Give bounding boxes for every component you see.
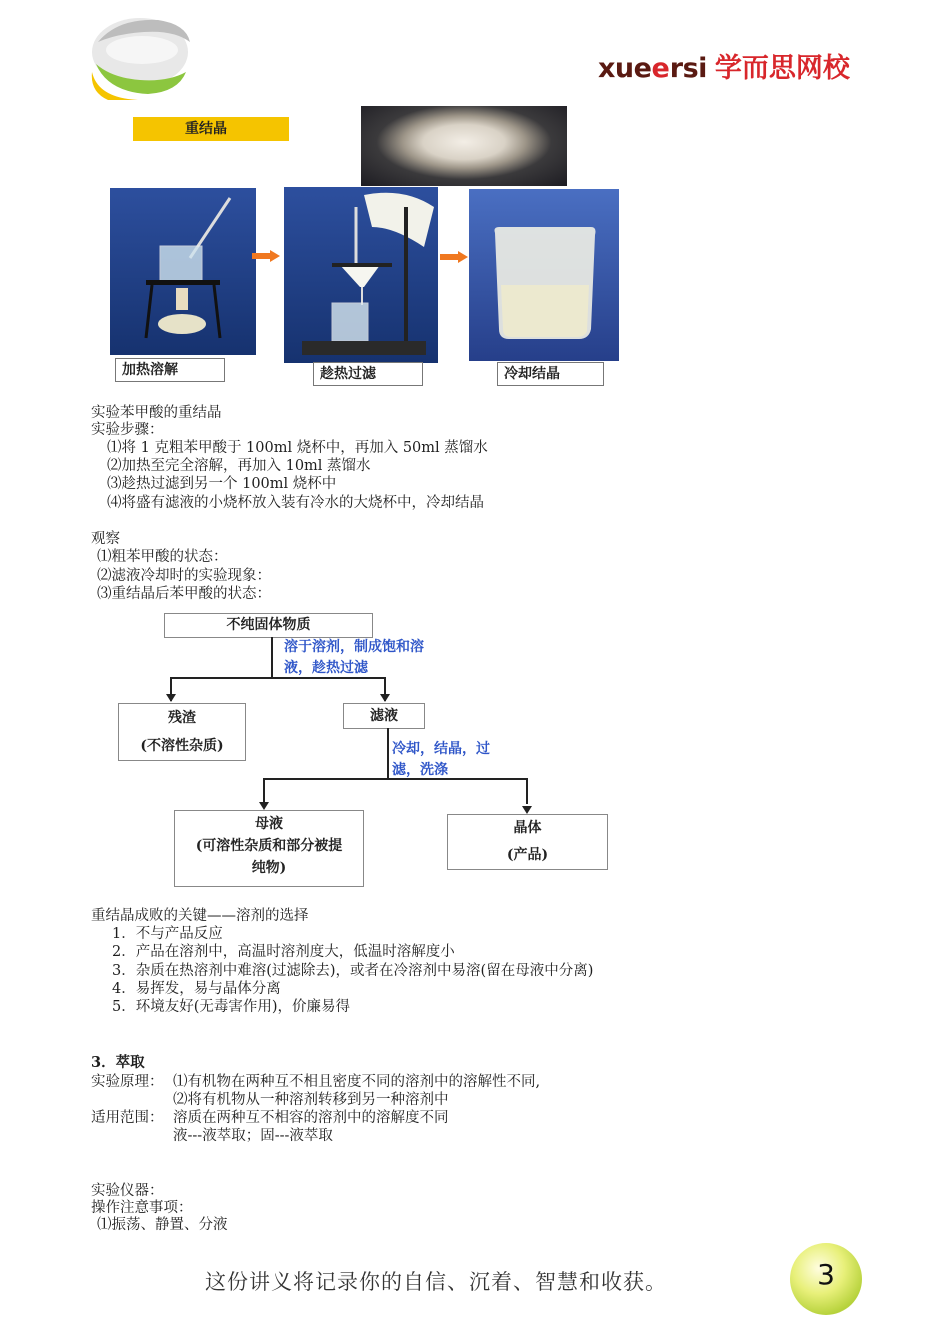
photo-caption-filtering: 趁热过滤 [313,362,423,386]
filtering-photo [284,187,438,363]
flow-connector [263,778,265,804]
flow-crystal-title: 晶体 [513,820,542,836]
key-item: 5．环境友好(无毒害作用)，价廉易得 [112,999,351,1015]
flow-residue-note: (不溶性杂质) [140,738,224,754]
filter-apparatus-icon [284,187,438,363]
flow-step-dissolve [284,637,424,679]
arrow-right-icon [440,251,468,263]
cooling-photo [469,189,619,361]
step-item: ⑷将盛有滤液的小烧杯放入装有冷水的大烧杯中，冷却结晶 [107,495,484,511]
apparatus-label: 实验仪器： [91,1183,164,1199]
observe-item: ⑶重结晶后苯甲酸的状态： [97,586,271,602]
brand-logo [598,46,850,85]
observe-label: 观察 [91,531,120,547]
key-item: 1．不与产品反应 [112,926,223,942]
flow-box-impure-solid: 不纯固体物质 [164,613,373,638]
flow-residue-title: 残渣 [168,710,196,726]
key-item: 3．杂质在热溶剂中难溶(过滤除去)，或者在冷溶剂中易溶(留在母液中分离) [112,963,594,979]
observe-item: ⑵滤液冷却时的实验现象： [97,568,271,584]
step-item: ⑴将 1 克粗苯甲酸于 100ml 烧杯中，再加入 50ml 蒸馏水 [107,440,488,456]
flow-step-cool-line1: 冷却，结晶，过 [392,741,490,757]
arrow-down-icon [166,694,176,702]
photo-caption-cooling: 冷却结晶 [497,362,604,386]
flow-mother-note: (可溶性杂质和部分被提 [195,838,343,854]
flow-step-dissolve-line1: 溶于溶剂，制成饱和溶 [284,639,424,655]
brand-latin-c: rsi [669,53,707,84]
logo-icon [78,12,198,100]
arrow-down-icon [380,694,390,702]
brand-chinese: 学而思网校 [714,53,850,84]
flow-step-cool [392,739,490,781]
notes-item: ⑴振荡、静置、分液 [97,1217,228,1233]
notes-label: 操作注意事项： [91,1200,193,1216]
arrow-right-icon [252,250,280,262]
flow-box-filtrate: 滤液 [343,703,425,729]
principle-label: 实验原理： [91,1074,164,1090]
flow-connector [170,677,386,679]
steps-label: 实验步骤： [91,422,164,438]
flow-connector [526,778,528,804]
flow-box-crystal [447,814,608,870]
arrow-down-icon [522,806,532,814]
flow-step-cool-line2: 滤，洗涤 [392,762,448,778]
arrow-down-icon [259,802,269,810]
flow-box-mother-liquor [174,810,364,887]
flow-box-residue [118,703,246,761]
page-number: 3 [817,1258,835,1291]
flow-connector [271,637,273,677]
key-title: 重结晶成败的关键——溶剂的选择 [91,908,309,924]
heating-photo [110,188,256,355]
observe-item: ⑴粗苯甲酸的状态： [97,549,228,565]
step-item: ⑶趁热过滤到另一个 100ml 烧杯中 [107,476,337,492]
crystals-photo [361,106,567,186]
scope-item: 溶质在两种互不相容的溶剂中的溶解度不同 [173,1110,449,1126]
principle-item: ⑵将有机物从一种溶剂转移到另一种溶剂中 [173,1092,449,1108]
flow-mother-title: 母液 [255,816,283,832]
section-heading: 3．萃取 [91,1054,145,1071]
flow-step-dissolve-line2: 液，趁热过滤 [284,660,368,676]
scope-label: 适用范围： [91,1110,164,1126]
key-item: 4．易挥发，易与晶体分离 [112,981,281,997]
flow-mother-note-cont: 纯物) [251,860,287,876]
brand-latin-a: xue [598,53,652,84]
key-item: 2．产品在溶剂中，高温时溶剂度大，低温时溶解度小 [112,944,455,960]
brand-latin-b: e [651,53,670,84]
principle-item: ⑴有机物在两种互不相且密度不同的溶剂中的溶解性不同, [173,1074,541,1090]
flow-connector [387,728,389,778]
flow-crystal-note: (产品) [506,847,549,863]
flow-connector [263,778,528,780]
step-item: ⑵加热至完全溶解，再加入 10ml 蒸馏水 [107,458,371,474]
footer-slogan: 这份讲义将记录你的自信、沉着、智慧和收获。 [205,1270,667,1294]
beaker-icon [469,189,619,361]
section-tag: 重结晶 [133,117,289,141]
scope-item: 液---液萃取；固---液萃取 [173,1128,333,1144]
experiment-title: 实验苯甲酸的重结晶 [91,405,222,421]
heating-apparatus-icon [110,188,256,355]
photo-caption-heating: 加热溶解 [115,358,225,382]
